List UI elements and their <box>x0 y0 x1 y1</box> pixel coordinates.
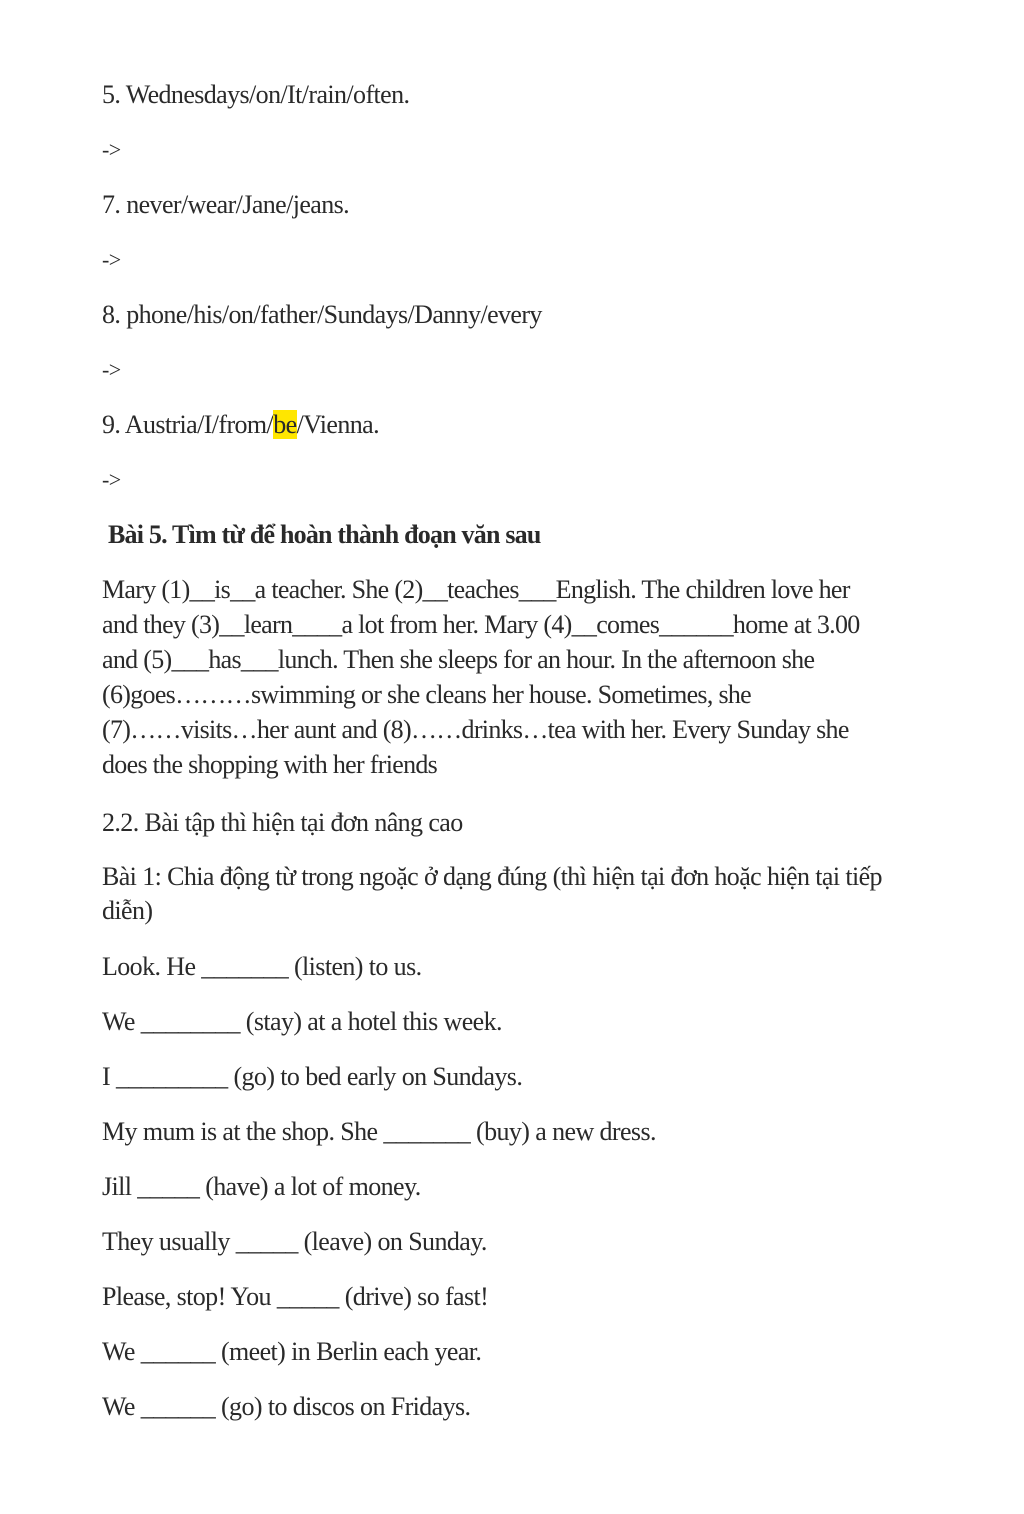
answer-arrow-8: -> <box>102 357 121 382</box>
question-8: 8. phone/his/on/father/Sundays/Danny/every <box>102 300 542 329</box>
bai1-instruction-line2: diễn) <box>102 896 153 925</box>
answer-arrow-7: -> <box>102 247 121 272</box>
exercise-item: Jill _____ (have) a lot of money. <box>102 1172 421 1201</box>
bai5-paragraph <box>102 572 972 782</box>
question-9-text-start: 9. Austria/I/from/ <box>102 410 274 439</box>
highlighted-word: be <box>273 410 297 439</box>
paragraph-line: and (5)___has___lunch. Then she sleeps for an hour. In the afternoon she <box>102 645 815 674</box>
paragraph-line: Mary (1)__is__a teacher. She (2)__teaches___English. The children love her <box>102 575 850 604</box>
bai5-heading: Bài 5. Tìm từ để hoàn thành đoạn văn sau <box>108 520 541 549</box>
exercise-item: Look. He _______ (listen) to us. <box>102 952 422 981</box>
exercise-item: We ______ (go) to discos on Fridays. <box>102 1392 471 1421</box>
answer-arrow-9: -> <box>102 467 121 492</box>
exercise-item: My mum is at the shop. She _______ (buy) a new dress. <box>102 1117 656 1146</box>
question-9 <box>102 410 379 440</box>
paragraph-line: and they (3)__learn____a lot from her. Mary (4)__comes______home at 3.00 <box>102 610 860 639</box>
paragraph-line: (7)……visits…her aunt and (8)……drinks…tea with her. Every Sunday she <box>102 715 849 744</box>
section-title-advanced: 2.2. Bài tập thì hiện tại đơn nâng cao <box>102 808 463 837</box>
paragraph-line: (6)goes………swimming or she cleans her house. Sometimes, she <box>102 680 752 709</box>
exercise-item: We ______ (meet) in Berlin each year. <box>102 1337 482 1366</box>
answer-arrow-5: -> <box>102 137 121 162</box>
exercise-item: They usually _____ (leave) on Sunday. <box>102 1227 487 1256</box>
exercise-item: Please, stop! You _____ (drive) so fast! <box>102 1282 489 1311</box>
question-9-text-end: /Vienna. <box>296 410 379 439</box>
question-7: 7. never/wear/Jane/jeans. <box>102 190 350 219</box>
bai1-instruction-line1: Bài 1: Chia động từ trong ngoặc ở dạng đúng (thì hiện tại đơn hoặc hiện tại tiếp <box>102 862 882 891</box>
exercise-item: We ________ (stay) at a hotel this week. <box>102 1007 502 1036</box>
exercise-item: I _________ (go) to bed early on Sundays. <box>102 1062 523 1091</box>
question-5: 5. Wednesdays/on/It/rain/often. <box>102 80 410 109</box>
paragraph-line: does the shopping with her friends <box>102 750 438 779</box>
